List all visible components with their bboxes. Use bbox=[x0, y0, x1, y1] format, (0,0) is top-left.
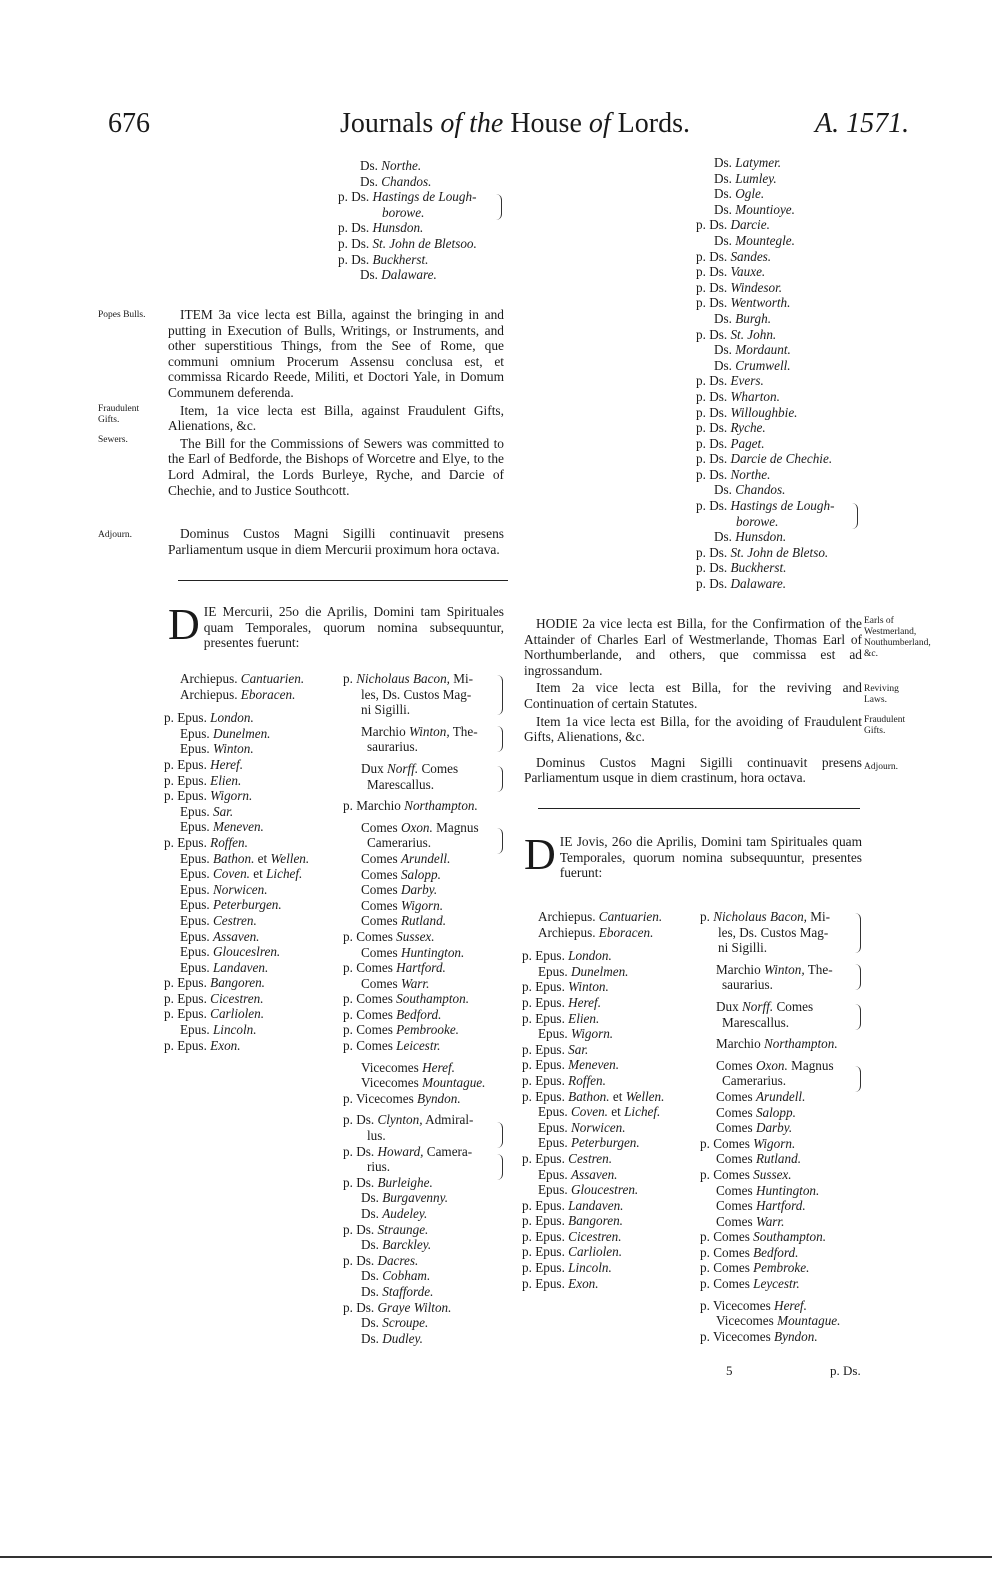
list-item: p. Ds. Wharton. bbox=[696, 388, 780, 404]
list-item: Epus. Dunelmen. bbox=[538, 963, 629, 979]
list-item: Epus. Cestren. bbox=[180, 912, 257, 928]
proceedings-text bbox=[168, 307, 504, 559]
brace bbox=[855, 1004, 861, 1030]
paragraph: Item 1a vice lecta est Billa, for the avoiding of Fraudulent Gifts, Alienations, &c. bbox=[524, 713, 862, 745]
list-item: Dux Norff. Comes bbox=[361, 760, 459, 776]
attendance-list-spiritual bbox=[522, 909, 664, 1291]
divider bbox=[178, 580, 508, 581]
paragraph: The Bill for the Commissions of Sewers was committed to the Earl of Bedforde, the Bishops of Worcetre and Elye, to the Lord Admiral, the Lords Burleye, Ryche, and Darcie of Chechie, and to Justice Southcott. bbox=[168, 435, 504, 498]
page-year: A. 1571. bbox=[815, 108, 910, 139]
list-item: Epus. Lincoln. bbox=[180, 1022, 257, 1038]
brace bbox=[497, 1154, 503, 1180]
list-item: Ds. Mountioye. bbox=[714, 201, 795, 217]
list-item: Ds. Crumwell. bbox=[714, 357, 791, 373]
list-item: p. Epus. Elien. bbox=[164, 772, 242, 788]
list-item: Epus. Sar. bbox=[180, 803, 234, 819]
brace bbox=[497, 1122, 503, 1148]
list-item: Epus. Gloucestren. bbox=[538, 1182, 639, 1198]
list-item: Comes Salopp. bbox=[361, 866, 441, 882]
margin-note: Earls of Westmerland, Nouthumberland, &c. bbox=[864, 616, 931, 659]
list-item: p. Ds. Howard, Camera- bbox=[343, 1143, 473, 1159]
list-item: Comes Darby. bbox=[361, 882, 438, 898]
list-item: Comes Rutland. bbox=[361, 913, 446, 929]
list-item: p. Ds. St. John de Bletsoo. bbox=[338, 235, 477, 251]
list-item: Camerarius. bbox=[367, 835, 432, 851]
brace bbox=[497, 726, 503, 752]
brace bbox=[852, 503, 858, 529]
drop-cap: D bbox=[168, 600, 200, 649]
margin-note: Fraudulent Gifts. bbox=[98, 404, 140, 425]
list-item: p. Ds. Darcie de Chechie. bbox=[696, 451, 833, 467]
list-item: p. Ds. Darcie. bbox=[696, 217, 770, 233]
list-item: p. Ds. Northe. bbox=[696, 466, 771, 482]
list-item: p. Comes Sussex. bbox=[700, 1166, 792, 1182]
brace bbox=[496, 194, 502, 220]
list-item: Comes Warr. bbox=[716, 1213, 785, 1229]
list-item: les, Ds. Custos Mag- bbox=[718, 924, 829, 940]
list-item: les, Ds. Custos Mag- bbox=[361, 686, 472, 702]
list-item: saurarius. bbox=[367, 739, 418, 755]
list-item: p. Comes Hartford. bbox=[343, 960, 446, 976]
list-item: Archiepus. Cantuarien. bbox=[180, 671, 305, 686]
list-item: Epus. Assaven. bbox=[180, 928, 260, 944]
list-item: p. Comes Leicestr. bbox=[343, 1038, 441, 1054]
list-item: Epus. Bathon. et Wellen. bbox=[180, 850, 310, 866]
list-item: p. Ds. Hastings de Lough- bbox=[696, 498, 835, 514]
list-item: p. Comes Pembrooke. bbox=[343, 1022, 459, 1038]
list-item: Epus. Norwicen. bbox=[180, 881, 268, 897]
list-item: p. Ds. St. John de Bletso. bbox=[696, 544, 829, 560]
list-item: p. Vicecomes Byndon. bbox=[343, 1090, 461, 1106]
list-item: Epus. Winton. bbox=[180, 741, 254, 757]
list-item: Comes Arundell. bbox=[716, 1088, 806, 1104]
list-item: p. Comes Sussex. bbox=[343, 928, 435, 944]
list-item: Vicecomes Heref. bbox=[361, 1059, 455, 1075]
list-item: Epus. Coven. et Lichef. bbox=[180, 866, 303, 882]
list-item: p. Epus. Cestren. bbox=[522, 1150, 612, 1166]
list-item: Comes Huntington. bbox=[361, 944, 465, 960]
list-item: Ds. Cobham. bbox=[361, 1268, 431, 1284]
list-item: Comes Oxon. Magnus bbox=[361, 819, 479, 835]
list-item: Epus. Coven. et Lichef. bbox=[538, 1104, 661, 1120]
list-item: p. Ds. Sandes. bbox=[696, 248, 772, 264]
list-item: ni Sigilli. bbox=[718, 940, 768, 956]
list-item: p. Epus. Exon. bbox=[522, 1275, 599, 1291]
list-item: p. Epus. Carliolen. bbox=[522, 1244, 623, 1260]
list-item: p. Ds. Willoughbie. bbox=[696, 404, 798, 420]
brace bbox=[497, 828, 503, 854]
attendance-list-spiritual bbox=[164, 671, 309, 1053]
top-left-list bbox=[338, 158, 477, 283]
list-item: p. Epus. Bangoren. bbox=[164, 975, 265, 991]
list-item: p. Vicecomes Heref. bbox=[700, 1297, 807, 1313]
list-item: p. Ds. Buckherst. bbox=[696, 560, 787, 576]
brace bbox=[497, 766, 503, 792]
list-item: p. Epus. Sar. bbox=[522, 1041, 589, 1057]
list-item: p. Epus. Bangoren. bbox=[522, 1213, 623, 1229]
list-item: Comes Oxon. Magnus bbox=[716, 1057, 834, 1073]
list-item: Comes Darby. bbox=[716, 1120, 793, 1136]
list-item: p. Ds. Dalaware. bbox=[696, 576, 786, 592]
list-item: p. Vicecomes Byndon. bbox=[700, 1328, 818, 1344]
list-item: p. Ds. Ryche. bbox=[696, 420, 766, 436]
list-item: Ds. Chandos. bbox=[360, 173, 432, 189]
right-column-list bbox=[696, 155, 834, 592]
list-item: Epus. Meneven. bbox=[180, 819, 264, 835]
list-item: Ds. Mountegle. bbox=[714, 232, 795, 248]
list-item: p. Comes Bedford. bbox=[700, 1244, 799, 1260]
list-item: p. Comes Pembroke. bbox=[700, 1260, 810, 1276]
list-item: p. Epus. Winton. bbox=[522, 979, 609, 995]
list-item: p. Ds. Paget. bbox=[696, 435, 765, 451]
list-item: lus. bbox=[367, 1128, 386, 1144]
list-item: p. Comes Southampton. bbox=[343, 991, 470, 1007]
list-item: Epus. Wigorn. bbox=[538, 1026, 614, 1042]
list-item: Marchio Northampton. bbox=[716, 1036, 838, 1052]
list-item: Ds. Barckley. bbox=[361, 1237, 432, 1253]
paragraph: Dominus Custos Magni Sigilli continuavit presens Parliamentum usque in diem Mercurii proximum hora octava. bbox=[168, 526, 504, 557]
list-item: p. Ds. Hunsdon. bbox=[338, 220, 424, 236]
list-item: Ds. Hunsdon. bbox=[714, 529, 787, 545]
attendance-list-temporal bbox=[343, 671, 485, 1346]
list-item: p. Epus. Meneven. bbox=[522, 1057, 620, 1073]
brace bbox=[855, 964, 861, 990]
list-item: Comes Salopp. bbox=[716, 1104, 796, 1120]
list-item: borowe. bbox=[736, 513, 779, 529]
list-item: Ds. Dalaware. bbox=[360, 267, 437, 283]
paragraph: Dominus Custos Magni Sigilli continuavit presens Parliamentum usque in diem crastinum, hora octava. bbox=[524, 754, 862, 786]
list-item: Comes Hartford. bbox=[716, 1198, 806, 1214]
list-item: rius. bbox=[367, 1159, 391, 1175]
list-item: borowe. bbox=[382, 204, 425, 220]
list-item: Comes Huntington. bbox=[716, 1182, 820, 1198]
page-number: 676 bbox=[108, 108, 150, 139]
margin-note: Popes Bulls. bbox=[98, 310, 146, 320]
bottom-rule bbox=[0, 1556, 992, 1558]
list-item: p. Epus. Cicestren. bbox=[164, 990, 264, 1006]
list-item: p. Ds. Vauxe. bbox=[696, 264, 766, 280]
page-title: Journals of the House of Lords. bbox=[340, 108, 690, 139]
proceedings-text-right bbox=[524, 616, 862, 788]
paragraph: HODIE 2a vice lecta est Billa, for the Confirmation of the Attainder of Charles Earl of Westmerlande, Thomas Earl of Northumberlande, and others, que commissa est ad ingrossandum. bbox=[524, 616, 862, 678]
list-item: p. Epus. London. bbox=[522, 948, 612, 964]
drop-cap: D bbox=[524, 830, 556, 879]
list-item: Ds. Stafforde. bbox=[361, 1283, 434, 1299]
signature-mark: 5 bbox=[726, 1363, 733, 1378]
list-item: p. Ds. Straunge. bbox=[343, 1221, 429, 1237]
margin-note: Reviving Laws. bbox=[864, 684, 899, 705]
list-item: p. Ds. Evers. bbox=[696, 373, 764, 389]
list-item: Epus. Peterburgen. bbox=[180, 897, 282, 913]
list-item: Epus. Peterburgen. bbox=[538, 1135, 640, 1151]
list-item: Ds. Ogle. bbox=[714, 186, 765, 202]
margin-note: Sewers. bbox=[98, 435, 128, 445]
divider bbox=[538, 808, 860, 809]
list-item: p. Ds. Wentworth. bbox=[696, 295, 791, 311]
list-item: p. Ds. Graye Wilton. bbox=[343, 1299, 452, 1315]
list-item: p. Epus. Roffen. bbox=[522, 1072, 606, 1088]
list-item: p. Epus. Wigorn. bbox=[164, 788, 253, 804]
list-item: Marchio Winton, The- bbox=[716, 961, 833, 977]
list-item: Ds. Northe. bbox=[360, 158, 422, 173]
list-item: p. Ds. Hastings de Lough- bbox=[338, 189, 477, 205]
list-item: p. Epus. Elien. bbox=[522, 1010, 600, 1026]
list-item: p. Marchio Northampton. bbox=[343, 798, 478, 814]
margin-note: Adjourn. bbox=[98, 530, 133, 540]
list-item: Ds. Latymer. bbox=[714, 155, 782, 170]
list-item: Comes Arundell. bbox=[361, 850, 451, 866]
list-item: p. Ds. Burleighe. bbox=[343, 1174, 433, 1190]
list-item: Archiepus. Eboracen. bbox=[180, 686, 296, 702]
list-item: p. Epus. Cicestren. bbox=[522, 1228, 622, 1244]
list-item: Camerarius. bbox=[722, 1073, 787, 1089]
list-item: Vicecomes Mountague. bbox=[716, 1313, 841, 1329]
list-item: Ds. Audeley. bbox=[361, 1206, 428, 1221]
list-item: p. Comes Southampton. bbox=[700, 1229, 827, 1245]
list-item: p. Nicholaus Bacon, Mi- bbox=[700, 909, 831, 924]
list-item: Ds. Chandos. bbox=[714, 482, 786, 498]
margin-note: Fraudulent Gifts. bbox=[864, 715, 906, 736]
list-item: p. Epus. Carliolen. bbox=[164, 1006, 265, 1022]
list-item: Vicecomes Mountague. bbox=[361, 1075, 486, 1091]
list-item: Ds. Lumley. bbox=[714, 170, 777, 186]
list-item: p. Epus. Bathon. et Wellen. bbox=[522, 1088, 665, 1104]
list-item: p. Ds. Dacres. bbox=[343, 1252, 419, 1268]
list-item: p. Comes Leycestr. bbox=[700, 1276, 800, 1292]
list-item: Marescallus. bbox=[722, 1014, 790, 1030]
paragraph: ITEM 3a vice lecta est Billa, against the bringing in and putting in Execution of Bulls, Writings, or Instruments, and other superstitious Things, from the See of Rome, que communi omnium Procerum Assensu conclusa est, et commissa Ricardo Reede, Militi, et Doctori Yale, in Domum Communem deferenda. bbox=[168, 307, 504, 400]
list-item: Ds. Mordaunt. bbox=[714, 342, 791, 358]
list-item: Comes Rutland. bbox=[716, 1151, 801, 1167]
list-item: p. Epus. Heref. bbox=[164, 756, 243, 772]
brace bbox=[855, 913, 861, 953]
list-item: p. Ds. St. John. bbox=[696, 326, 777, 342]
list-item: Marchio Winton, The- bbox=[361, 723, 478, 739]
list-item: p. Ds. Buckherst. bbox=[338, 251, 429, 267]
list-item: Ds. Scroupe. bbox=[361, 1315, 429, 1331]
list-item: p. Epus. Roffen. bbox=[164, 834, 248, 850]
list-item: Epus. Dunelmen. bbox=[180, 725, 271, 741]
list-item: Epus. Glouceslren. bbox=[180, 944, 281, 960]
brace bbox=[497, 675, 503, 715]
list-item: p. Ds. Windesor. bbox=[696, 279, 783, 295]
list-item: p. Epus. London. bbox=[164, 710, 254, 726]
day-heading: DIE Mercurii, 25o die Aprilis, Domini tam Spirituales quam Temporales, quorum nomina subsequuntur, presentes fuerunt: bbox=[168, 600, 504, 651]
paragraph: Item 2a vice lecta est Billa, for the reviving and Continuation of certain Statutes. bbox=[524, 680, 862, 711]
list-item: p. Epus. Lincoln. bbox=[522, 1260, 612, 1276]
list-item: Comes Warr. bbox=[361, 975, 430, 991]
list-item: Archiepus. Cantuarien. bbox=[538, 909, 663, 924]
list-item: Ds. Burgavenny. bbox=[361, 1190, 449, 1206]
list-item: Ds. Dudley. bbox=[361, 1330, 423, 1346]
paragraph: Item, 1a vice lecta est Billa, against Fraudulent Gifts, Alienations, &c. bbox=[168, 402, 504, 434]
list-item: Marescallus. bbox=[367, 776, 435, 792]
list-item: p. Epus. Heref. bbox=[522, 994, 601, 1010]
day-heading: DIE Jovis, 26o die Aprilis, Domini tam Spirituales quam Temporales, quorum nomina subsequuntur, presentes fuerunt: bbox=[524, 830, 862, 881]
list-item: Archiepus. Eboracen. bbox=[538, 924, 654, 940]
list-item: ni Sigilli. bbox=[361, 702, 411, 718]
list-item: p. Epus. Landaven. bbox=[522, 1197, 624, 1213]
list-item: p. Epus. Exon. bbox=[164, 1037, 241, 1053]
brace bbox=[855, 1066, 861, 1092]
list-item: Epus. Assaven. bbox=[538, 1166, 618, 1182]
margin-note: Adjourn. bbox=[864, 762, 899, 772]
list-item: p. Comes Wigorn. bbox=[700, 1135, 796, 1151]
attendance-list-temporal bbox=[700, 909, 840, 1344]
list-item: Comes Wigorn. bbox=[361, 897, 444, 913]
list-item: Dux Norff. Comes bbox=[716, 998, 814, 1014]
list-item: Epus. Norwicen. bbox=[538, 1119, 626, 1135]
list-item: p. Comes Bedford. bbox=[343, 1006, 442, 1022]
list-item: Ds. Burgh. bbox=[714, 310, 772, 326]
list-item: saurarius. bbox=[722, 977, 773, 993]
catchword: p. Ds. bbox=[830, 1363, 861, 1378]
list-item: p. Nicholaus Bacon, Mi- bbox=[343, 671, 474, 686]
list-item: Epus. Landaven. bbox=[180, 959, 269, 975]
list-item: p. Ds. Clynton, Admiral- bbox=[343, 1112, 474, 1128]
